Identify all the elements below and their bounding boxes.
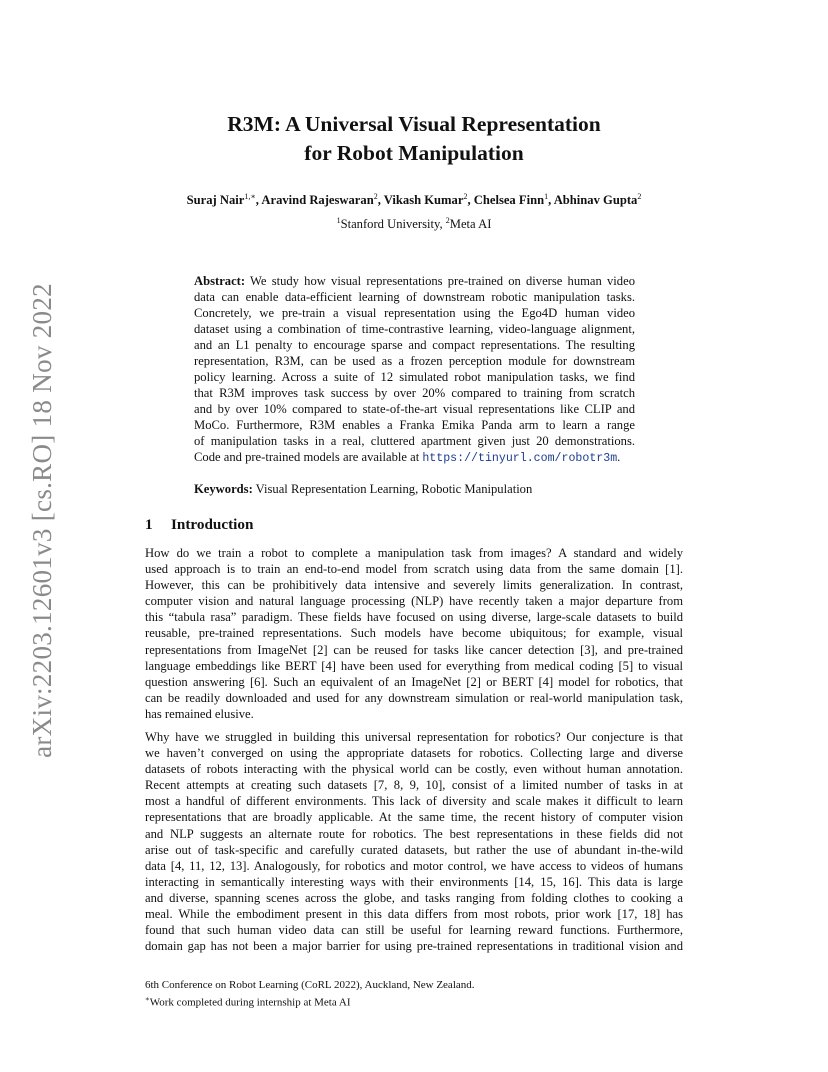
body-line: representations that are broadly applicable. At the same time, the recent history of computer vision <box>145 810 683 825</box>
abstract-line: data can enable data-efficient learning of downstream robotic manipulation tasks. <box>194 290 635 304</box>
body-line: meal. While the embodiment present in this data differs from most robots, prior work [17, 18] has <box>145 907 683 922</box>
author-affil-mark: 2 <box>373 192 378 201</box>
body-line: data [4, 11, 12, 13]. Analogously, for robotics and motor control, we have access to videos of humans <box>145 858 683 873</box>
affiliation-1: Stanford University, <box>340 217 446 232</box>
author: Abhinav Gupta <box>553 193 638 208</box>
abstract-line: of manipulation tasks in a real, cluttered apartment given just 20 demonstrations. <box>194 434 635 448</box>
abstract-line: and an L1 penalty to encourage sparse and compact representations. The resulting <box>194 338 635 352</box>
body-line: has remained elusive. <box>145 706 254 721</box>
body-line: most a handful of different environments. This lack of diversity and scale makes it difficult to learn <box>145 794 683 809</box>
body-line: language embeddings like BERT [4] have been used for everything from medical coding [5] to visual <box>145 658 683 673</box>
abstract-line <box>194 273 635 289</box>
abstract-line: Concretely, we pre-train a visual representation using the Ego4D human video <box>194 306 635 320</box>
body-line: Recent attempts at creating such datasets [7, 8, 9, 10], consist of a limited number of tasks in at <box>145 778 683 793</box>
abstract-line: MoCo. Furthermore, R3M enables a Franka Emika Panda arm to learn a range <box>194 418 635 432</box>
keywords-text: Visual Representation Learning, Robotic Manipulation <box>252 482 533 496</box>
abstract-label: Abstract: <box>194 274 246 288</box>
body-line: datasets of robots interacting with the physical world can be costly, even without human annotation. <box>145 762 683 777</box>
abstract-line: representation, R3M, can be used as a frozen perception module for downstream <box>194 354 635 368</box>
body-line: domain gap has not been a major barrier for using pre-trained representations in traditional vision and <box>145 939 683 954</box>
code-availability-text: Code and pre-trained models are available at <box>194 450 423 464</box>
body-line: reusable, pre-trained representations. Such models have become ubiquitous; for example, visual <box>145 626 683 641</box>
footnotes <box>145 978 475 1010</box>
affil-mark-2: 2 <box>445 216 450 225</box>
body-line: interacting in semantically interesting ways with their environments [14, 15, 16]. This data is large <box>145 874 683 889</box>
abstract-line: that R3M improves task success by over 20% compared to training from scratch <box>194 386 635 400</box>
abstract-text: We study how visual representations pre-trained on diverse human video <box>245 274 635 288</box>
author-affil-mark: 2 <box>637 192 642 201</box>
intro-paragraph-2 <box>145 729 683 954</box>
body-line: and NLP suggests an alternate route for robotics. The best representations in these fields did not <box>145 826 683 841</box>
body-line: used approach is to train an end-to-end model from scratch using data from the same domain [1]. <box>145 562 683 577</box>
author: Vikash Kumar <box>383 193 464 208</box>
section-title: Introduction <box>171 516 254 533</box>
author-separator: , <box>548 193 554 208</box>
title-line-1: R3M: A Universal Visual Representation <box>227 112 601 136</box>
author-affil-mark: 2 <box>463 192 468 201</box>
body-line: How do we train a robot to complete a manipulation task from images? A standard and widely <box>145 546 683 560</box>
abstract <box>194 273 635 467</box>
body-line: found that such human video data can still be useful for learning reward functions. Furthermore, <box>145 923 683 938</box>
author-separator: , <box>467 193 474 208</box>
author: Aravind Rajeswaran <box>261 193 374 208</box>
arxiv-identifier <box>22 280 62 760</box>
keywords <box>194 482 635 497</box>
abstract-period: . <box>617 450 621 464</box>
affil-mark-1: 1 <box>336 216 341 225</box>
affiliations <box>0 216 828 232</box>
body-line: arise out of task-specific and carefully curated datasets, but rather the use of abundant in-the-wild <box>145 842 683 857</box>
paper-title <box>0 110 828 168</box>
section-heading <box>145 516 253 534</box>
code-link[interactable]: https://tinyurl.com/robotr3m <box>422 452 618 465</box>
author-list <box>0 192 828 208</box>
body-line: However, this can be prohibitively data intensive and severely limits generalization. In contrast, <box>145 578 683 593</box>
body-line: computer vision and natural language processing (NLP) have recently taken a major departure from <box>145 594 683 609</box>
affiliation-2: Meta AI <box>449 217 492 232</box>
body-line: and diverse, spanning scenes across the globe, and tasks ranging from folding clothes to cooking a <box>145 890 683 905</box>
abstract-line: dataset using a combination of time-contrastive learning, video-language alignment, <box>194 322 635 336</box>
abstract-line: and by over 10% compared to state-of-the-art visual representations like CLIP and <box>194 402 635 416</box>
author-affil-mark: 1 <box>544 192 549 201</box>
arxiv-id-text: arXiv:2203.12601v3 [cs.RO] 18 Nov 2022 <box>26 282 57 758</box>
body-line: question answering [6]. Such an equivalent of an ImageNet [2] or BERT [4] model for robotics, that <box>145 674 683 689</box>
body-line: representations from ImageNet [2] can be reused for tasks like cancer detection [3], and pre-trained <box>145 642 683 657</box>
body-line: this “tabula rasa” paradigm. These fields have focused on using diverse, large-scale datasets to build <box>145 610 683 625</box>
author: Suraj Nair <box>186 193 245 208</box>
footnote-star: ∗ <box>145 995 150 1003</box>
body-line: we haven’t converged on using the appropriate datasets for robotics. Collecting large and diverse <box>145 746 683 761</box>
footnote-text: Work completed during internship at Meta AI <box>149 996 351 1009</box>
body-line: can be readily downloaded and used for any downstream simulation or real-world manipulation task, <box>145 690 683 705</box>
body-line: Why have we struggled in building this universal representation for robotics? Our conjecture is that <box>145 730 683 744</box>
conference-note: 6th Conference on Robot Learning (CoRL 2022), Auckland, New Zealand. <box>145 979 475 991</box>
internship-note <box>145 992 475 1010</box>
author-separator: , <box>377 193 384 208</box>
section-number: 1 <box>145 516 153 533</box>
author-affil-mark: 1,∗ <box>244 192 256 201</box>
abstract-line <box>194 449 635 467</box>
keywords-label: Keywords: <box>194 482 253 496</box>
author-separator: , <box>255 193 262 208</box>
intro-paragraph-1 <box>145 545 683 722</box>
author: Chelsea Finn <box>473 193 545 208</box>
title-line-2: for Robot Manipulation <box>304 141 524 165</box>
abstract-line: policy learning. Across a suite of 12 simulated robot manipulation tasks, we find <box>194 370 635 384</box>
